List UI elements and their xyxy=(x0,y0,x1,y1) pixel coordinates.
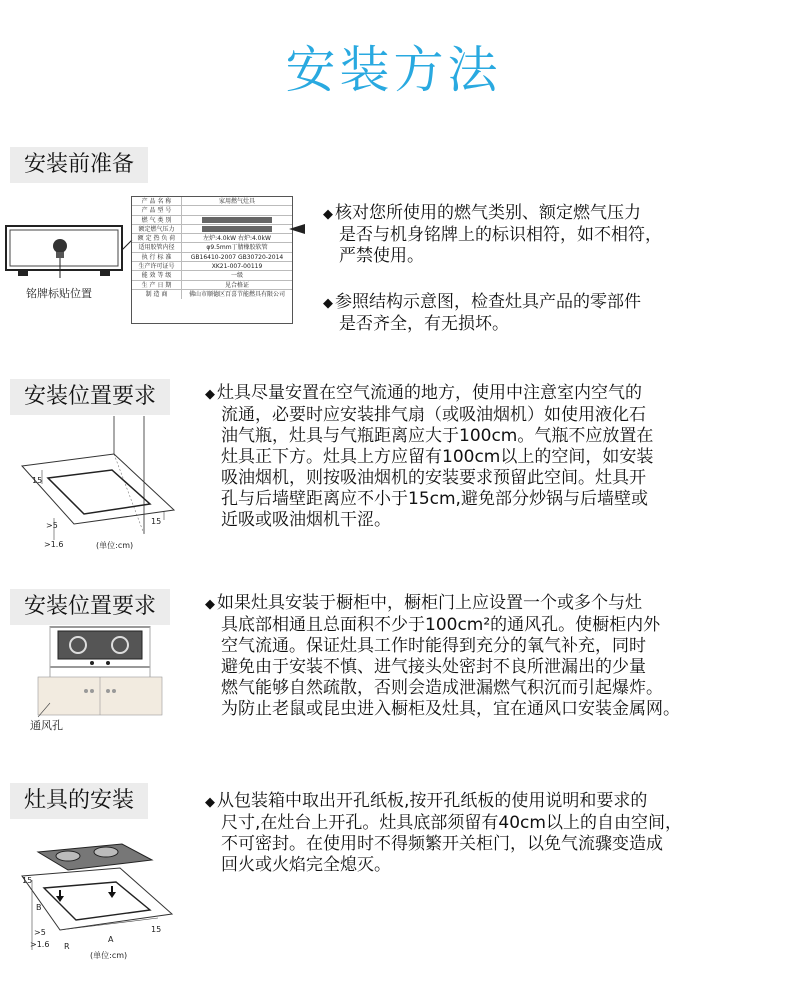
dim-label: 15 xyxy=(151,925,162,934)
section-heading-prep: 安装前准备 xyxy=(10,147,148,183)
nameplate-position-caption: 铭牌标贴位置 xyxy=(26,287,92,300)
dim-label: >5 xyxy=(34,928,46,937)
nameplate-row: 生 产 日 期 见合格证 xyxy=(132,281,292,290)
position-1-paragraph: ◆ 灶具尽量安置在空气流通的地方，使用中注意室内空气的 流通，必要时应安装排气扇（或吸油烟机）如使用液化石 油气瓶，灶具与气瓶距离应大于100cm。气瓶不应放置在 灶具正下方。灶具上方应留有100cm以上的空间，如安装 吸油烟机，则按吸油烟机的安装要求预留此空间。灶具开 孔与后墙壁距离应不小于15cm,避免部分炒锅与后墙壁或 近吸或吸油烟机干涩。 xyxy=(205,383,654,530)
nameplate-row: 产 品 名 称 家用燃气灶具 xyxy=(132,197,292,206)
dim-label: B xyxy=(36,903,42,912)
nameplate-table xyxy=(131,196,293,324)
nameplate-row: 产 品 型 号 xyxy=(132,206,292,215)
section-heading-position-2: 安装位置要求 xyxy=(10,589,170,625)
unit-label: (单位:cm) xyxy=(90,951,128,960)
unit-label: (单位:cm) xyxy=(96,541,134,550)
cabinet-illustration xyxy=(30,625,170,720)
black-diamond-icon: ◆ xyxy=(323,207,333,222)
black-diamond-icon: ◆ xyxy=(205,597,215,612)
dim-label: 15 xyxy=(32,476,43,485)
section-heading-position-1: 安装位置要求 xyxy=(10,379,170,415)
nameplate-row: 燃 气 类 别 xyxy=(132,216,292,225)
nameplate-row: 额定燃气压力 xyxy=(132,225,292,234)
dim-label: >5 xyxy=(46,521,58,530)
vent-hole-label: 通风孔 xyxy=(30,719,63,732)
page-title: 安装方法 xyxy=(285,41,502,99)
black-diamond-icon: ◆ xyxy=(205,795,215,810)
dim-label: A xyxy=(108,935,114,944)
cooktop-front-illustration xyxy=(4,222,126,286)
black-diamond-icon: ◆ xyxy=(323,296,333,311)
dim-label: >1.6 xyxy=(44,540,64,549)
section-heading-install: 灶具的安装 xyxy=(10,783,148,819)
black-diamond-icon: ◆ xyxy=(205,387,215,402)
dim-label: >1.6 xyxy=(30,940,50,949)
nameplate-row: 额 定 热 负 荷 左炉:4.0kW 右炉:4.0kW xyxy=(132,234,292,243)
prep-bullet-2: ◆ 参照结构示意图，检查灶具产品的零部件 是否齐全，有无损坏。 xyxy=(323,292,641,334)
nameplate-row: 适用胶管内径 φ9.5mm丁腈橡胶软管 xyxy=(132,243,292,252)
dim-label: 15 xyxy=(151,517,162,526)
prep-bullet-1: ◆ 核对您所使用的燃气类别、额定燃气压力 是否与机身铭牌上的标识相符，如不相符， 严禁使用。 xyxy=(323,203,662,266)
position-2-paragraph: ◆ 如果灶具安装于橱柜中，橱柜门上应设置一个或多个与灶 具底部相通且总面积不少于100cm²的通风孔。使橱柜内外 空气流通。保证灶具工作时能得到充分的氧气补充，同时 避免由于安装不慎、进气接头处密封不良所泄漏出的少量 燃气能够自然疏散，否则会造成泄漏燃气积沉而引起爆炸。 为防止老鼠或昆虫进入橱柜及灶具，宜在通风口安装金属网。 xyxy=(205,593,680,719)
install-paragraph: ◆ 从包装箱中取出开孔纸板,按开孔纸板的使用说明和要求的 尺寸,在灶台上开孔。灶具底部须留有40cm以上的自由空间， 不可密封。在使用时不得频繁开关柜门，以免气流骤变造成 回火或火焰完全熄灭。 xyxy=(205,791,682,875)
nameplate-row: 生产许可证号 XK21-007-00119 xyxy=(132,262,292,271)
dim-label: 15 xyxy=(22,876,33,885)
dim-label: R xyxy=(64,942,70,951)
nameplate-row: 能 效 等 级 一级 xyxy=(132,271,292,280)
nameplate-arrow-icon xyxy=(285,222,307,236)
nameplate-row: 执 行 标 准 GB16410-2007 GB30720-2014 xyxy=(132,253,292,262)
nameplate-row: 制 造 商 佛山市顺德区百喜节能燃具有限公司 xyxy=(132,290,292,299)
